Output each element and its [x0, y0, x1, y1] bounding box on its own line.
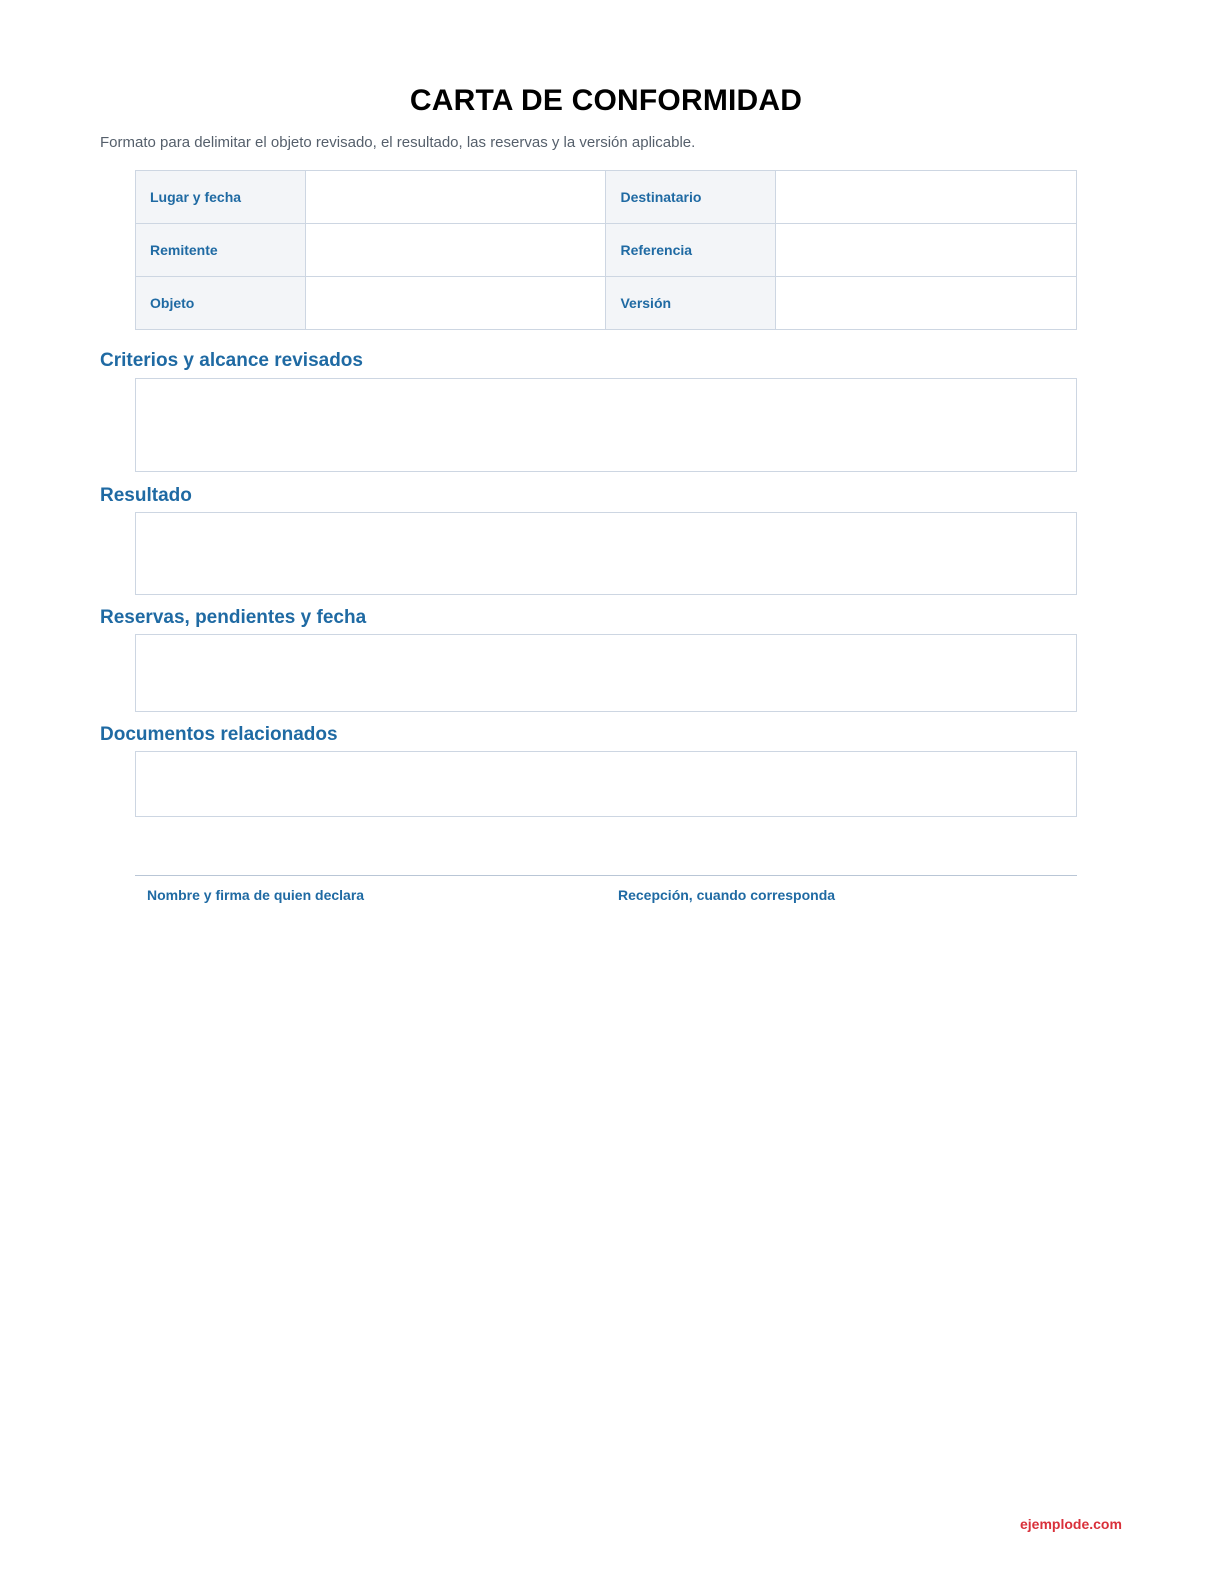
- section-box-documentos[interactable]: [135, 751, 1077, 817]
- field-value-remitente[interactable]: [305, 224, 606, 277]
- field-label-version: Versión: [606, 277, 776, 330]
- info-table: [135, 170, 1077, 330]
- field-label-referencia: Referencia: [606, 224, 776, 277]
- section-box-criterios[interactable]: [135, 378, 1077, 472]
- field-label-lugar-fecha: Lugar y fecha: [136, 171, 306, 224]
- section-heading-resultado: Resultado: [100, 485, 192, 506]
- signature-label-declarant: Nombre y firma de quien declara: [147, 887, 365, 903]
- table-row: [136, 171, 1077, 224]
- page-title: CARTA DE CONFORMIDAD: [409, 84, 803, 117]
- field-value-objeto[interactable]: [305, 277, 606, 330]
- signature-line: [135, 875, 1077, 876]
- section-heading-documentos: Documentos relacionados: [100, 724, 338, 745]
- field-label-remitente: Remitente: [136, 224, 306, 277]
- footer-brand-link[interactable]: ejemplode.com: [1020, 1516, 1122, 1532]
- section-box-reservas[interactable]: [135, 634, 1077, 712]
- field-value-referencia[interactable]: [776, 224, 1077, 277]
- section-heading-criterios: Criterios y alcance revisados: [100, 350, 363, 371]
- field-value-lugar-fecha[interactable]: [305, 171, 606, 224]
- table-row: [136, 277, 1077, 330]
- section-heading-reservas: Reservas, pendientes y fecha: [100, 607, 367, 628]
- field-label-destinatario: Destinatario: [606, 171, 776, 224]
- page-subtitle: Formato para delimitar el objeto revisado, el resultado, las reservas y la versión aplicable.: [100, 134, 696, 151]
- section-box-resultado[interactable]: [135, 512, 1077, 595]
- signature-label-reception: Recepción, cuando corresponda: [618, 887, 836, 903]
- table-row: [136, 224, 1077, 277]
- field-label-objeto: Objeto: [136, 277, 306, 330]
- field-value-version[interactable]: [776, 277, 1077, 330]
- field-value-destinatario[interactable]: [776, 171, 1077, 224]
